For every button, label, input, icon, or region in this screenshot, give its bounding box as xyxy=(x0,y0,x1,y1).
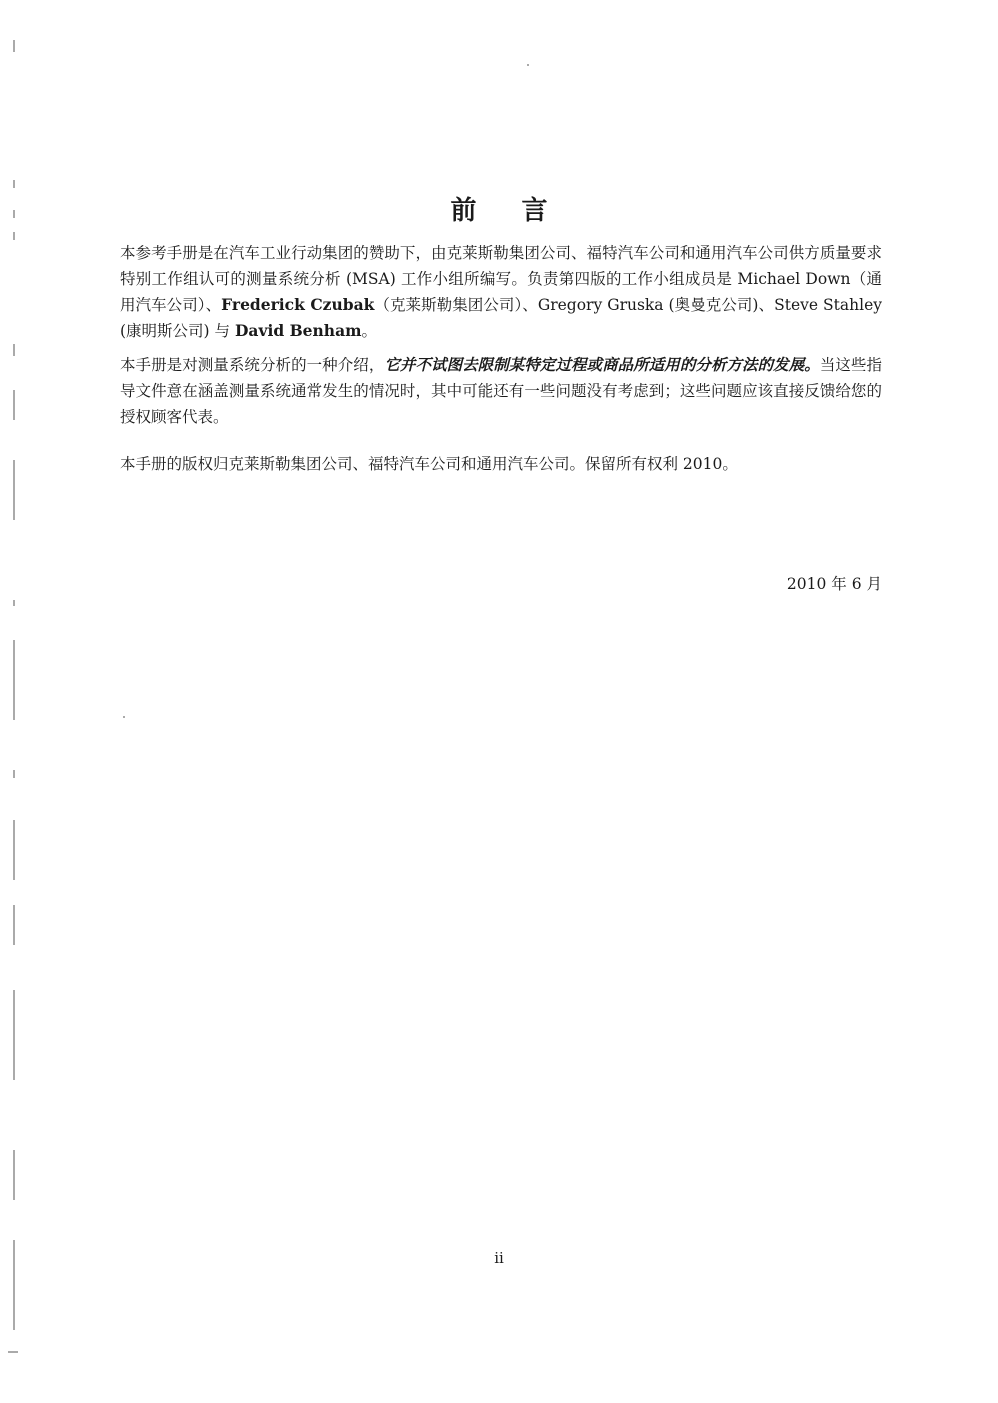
preface-paragraph-authors: 本参考手册是在汽车工业行动集团的赞助下，由克莱斯勒集团公司、福特汽车公司和通用汽车公司供方质量要求特别工作组认可的测量系统分析 (MSA) 工作小组所编写。负责第四版的工作小组成员是 Michael Down（通用汽车公司）、Frederick Czubak（克莱斯勒集团公司）、Gregory Gruska (奥曼克公司)、Steve Stahley (康明斯公司) 与 David Benham。 xyxy=(120,244,882,340)
preface-paragraph-scope: 本手册是对测量系统分析的一种介绍，它并不试图去限制某特定过程或商品所适用的分析方法的发展。当这些指导文件意在涵盖测量系统通常发生的情况时，其中可能还有一些问题没有考虑到；这些问题应该直接反馈给您的授权顾客代表。 xyxy=(120,355,882,426)
author-name-bold: Frederick Czubak xyxy=(221,295,375,314)
preface-paragraph-copyright: 本手册的版权归克莱斯勒集团公司、福特汽车公司和通用汽车公司。保留所有权利 2010。 xyxy=(120,455,738,473)
page-number: ii xyxy=(494,1249,504,1267)
publication-date: 2010 年 6 月 xyxy=(786,575,882,593)
page-title: 前 言 xyxy=(450,196,566,226)
emphasis-text: 它并不试图去限制某特定过程或商品所适用的分析方法的发展。 xyxy=(384,355,820,374)
author-name-bold: David Benham xyxy=(234,321,362,340)
